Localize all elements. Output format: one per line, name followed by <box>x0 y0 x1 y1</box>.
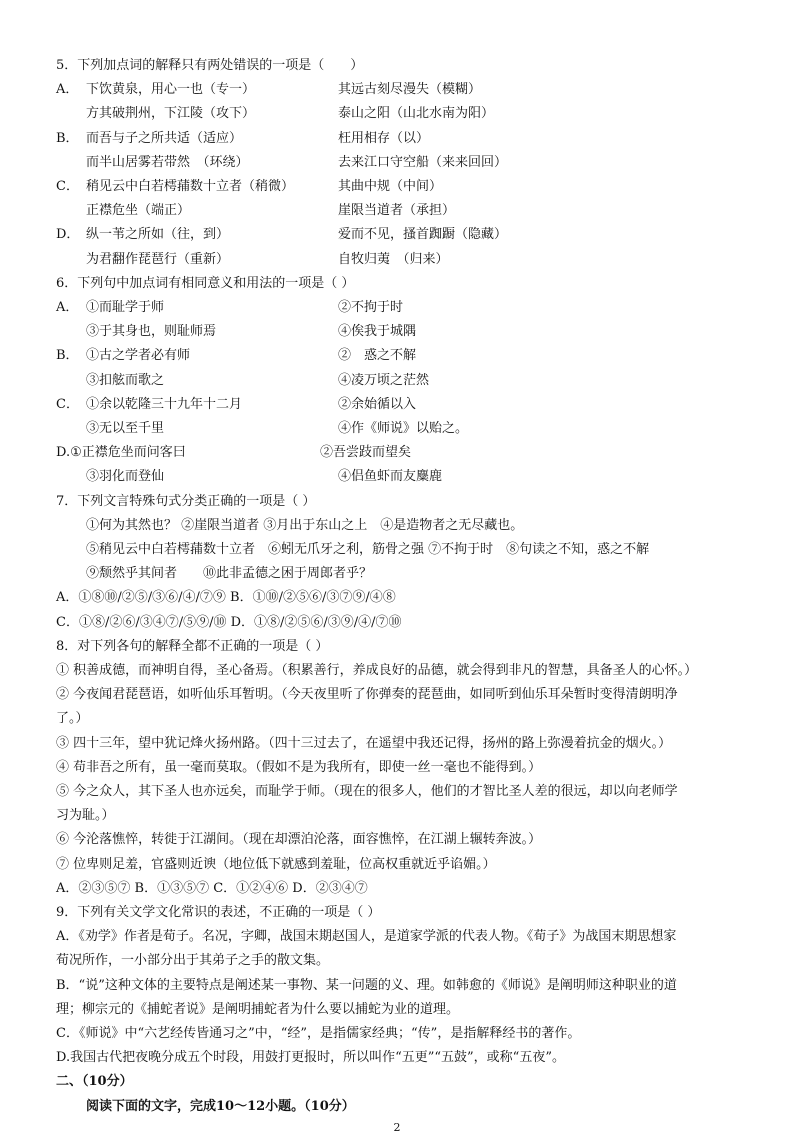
q8-stem: 8．对下列各句的解释全都不正确的一项是（ ） <box>56 638 329 654</box>
q7-items: ①何为其然也？ ②崖限当道者 ③月出于东山之上 ④是造物者之无尽藏也。 <box>86 517 524 533</box>
q9-stem: 9．下列有关文学文化常识的表述，不正确的一项是（ ） <box>56 905 381 920</box>
q5-option-letter: A． <box>56 82 79 98</box>
q8-sentence: ② 今夜闻君琵琶语，如听仙乐耳暂明。（今天夜里听了你弹奏的琵琶曲，如同听到仙乐耳朵暂时变得清朗明净 <box>56 687 678 703</box>
q6-item-left: ③扣舷而歌之 <box>86 372 165 388</box>
q6-item-right: ④凌万顷之茫然 <box>338 372 430 388</box>
q5-option-row <box>0 127 794 151</box>
q8-sentence: 习为耻。） <box>56 808 115 824</box>
q6-option-row <box>0 320 794 344</box>
q6-option-letter: B． <box>56 348 79 364</box>
q8-sentence: ③ 四十三年，望中犹记烽火扬州路。（四十三过去了，在遥望中我还记得，扬州的路上弥漫着抗金的烟火。） <box>56 735 672 751</box>
q6-option-row <box>0 417 794 441</box>
q5-item-left: 为君翻作琵琶行（重新） <box>86 251 230 267</box>
q8-line <box>0 853 794 877</box>
q6-item-right: ②不拘于时 <box>338 300 404 315</box>
q6-item-left: ③羽化而登仙 <box>86 469 165 485</box>
q5-item-left: 纵一苇之所如（往，到） <box>86 227 230 243</box>
section-instruction-line <box>0 1095 794 1119</box>
q5-item-left: 下饮黄泉，用心一也（专一） <box>86 82 256 98</box>
q7-options-line <box>0 586 794 610</box>
q8-sentence: ⑤ 今之众人，其下圣人也亦远矣，而耻学于师。（现在的很多人，他们的才智比圣人差的很远，却以向老师学 <box>56 784 678 799</box>
q9-option-text: C．《师说》中“六艺经传皆通习之”中，“经”，是指儒家经典；“传”，是指解释经书的著作。 <box>56 1026 581 1041</box>
q8-line <box>0 804 794 828</box>
q7-items: ⑤稍见云中白若樗蒱数十立者 ⑥蚓无爪牙之利，筋骨之强 ⑦不拘于时 ⑧句读之不知，惑之不解 <box>86 542 650 557</box>
q8-line <box>0 683 794 707</box>
q5-option-row <box>0 102 794 126</box>
q5-item-left: 而半山居雾若带然 （环绕） <box>86 154 249 170</box>
q5-option-letter: C． <box>56 179 79 194</box>
q6-item-left: ①古之学者必有师 <box>86 348 191 364</box>
q5-option-row <box>0 223 794 247</box>
q5-option-letter: B． <box>56 130 79 146</box>
q9-option-text: B．“说”这种文体的主要特点是阐述某一事物、某一问题的义、理。如韩愈的《师说》是阐明师这种职业的道 <box>56 977 677 993</box>
q8-options-line <box>0 877 794 901</box>
q8-line <box>0 780 794 804</box>
q8-sentence: ④ 苟非吾之所有，虽一毫而莫取。（假如不是为我所有，即使一丝一毫也不能得到。） <box>56 759 542 775</box>
q7-items: ⑨颓然乎其间者 ⑩此非孟德之困于周郎者乎？ <box>86 566 373 582</box>
q5-item-left: 方其破荆州，下江陵（攻下） <box>86 106 256 122</box>
q5-item-right: 去来江口守空船（来来回回） <box>338 154 508 170</box>
q6-option-row <box>0 369 794 393</box>
q9-option-text: D.我国古代把夜晚分成五个时段，用鼓打更报时，所以叫作“五更”“五鼓”，或称“五夜”。 <box>56 1050 565 1066</box>
q7-items-line <box>0 538 794 562</box>
q6-option-row-d <box>0 465 794 489</box>
q8-sentence: ⑦ 位卑则足羞，官盛则近谀（地位低下就感到羞耻，位高权重就近乎谄媚。） <box>56 856 496 872</box>
page-number: 2 <box>393 1120 401 1134</box>
q9-option-text: A．《劝学》作者是荀子。名况，字卿，战国末期赵国人，是道家学派的代表人物。《荀子》为战国末期思想家 <box>56 929 677 945</box>
q7-options-line <box>0 611 794 635</box>
q5-option-letter: D． <box>56 227 80 243</box>
q5-stem-line <box>0 54 794 78</box>
q6-item-left: D.①正襟危坐而问客曰 <box>56 445 186 461</box>
q8-line <box>0 828 794 852</box>
q7-options: A．①⑧⑩/②⑤/③⑥/④/⑦⑨ B．①⑩/②⑤⑥/③⑦⑨/④⑧ <box>56 590 396 606</box>
q8-stem-line <box>0 635 794 659</box>
q8-sentence: ⑥ 今沦落憔悴，转徙于江湖间。（现在却漂泊沦落，面容憔悴，在江湖上辗转奔波。） <box>56 832 542 848</box>
q5-item-right: 枉用相存（以） <box>338 130 430 146</box>
q8-sentence: 了。） <box>56 711 89 727</box>
q6-option-row-d <box>0 441 794 465</box>
section-heading-line <box>0 1070 794 1094</box>
q6-option-letter: C． <box>56 396 79 412</box>
q6-item-right: ④俟我于城隅 <box>338 324 417 340</box>
q6-item-right: ④作《师说》以贻之。 <box>338 421 469 436</box>
q5-option-row <box>0 199 794 223</box>
q5-item-left: 正襟危坐（端正） <box>86 203 191 219</box>
q5-item-right: 自牧归荑 （归来） <box>338 251 449 267</box>
q6-stem-line <box>0 272 794 296</box>
q6-item-left: ①而耻学于师 <box>86 300 165 315</box>
q7-items-line <box>0 514 794 538</box>
q7-options: C．①⑧/②⑥/③④⑦/⑤⑨/⑩ D．①⑧/②⑤⑥/③⑨/④/⑦⑩ <box>56 614 402 630</box>
q5-item-right: 崖限当道者（承担） <box>338 203 456 219</box>
q5-option-row <box>0 248 794 272</box>
q5-stem: 5．下列加点词的解释只有两处错误的一项是（ ） <box>56 58 364 73</box>
q9-line <box>0 1046 794 1070</box>
q7-stem-line <box>0 490 794 514</box>
q5-option-row <box>0 151 794 175</box>
q6-option-row <box>0 393 794 417</box>
q5-item-right: 爱而不见，搔首踟蹰（隐藏） <box>338 227 508 243</box>
q5-option-row <box>0 175 794 199</box>
q7-items-line <box>0 562 794 586</box>
q5-option-row <box>0 78 794 102</box>
q8-line <box>0 756 794 780</box>
q6-option-row <box>0 296 794 320</box>
q5-item-right: 其曲中规（中间） <box>338 179 443 194</box>
q9-line <box>0 998 794 1022</box>
q5-item-right: 其远古刻尽漫失（模糊） <box>338 82 482 98</box>
q8-line <box>0 659 794 683</box>
q5-item-left: 稍见云中白若樗蒱数十立者（稍微） <box>86 179 295 194</box>
q5-item-right: 泰山之阳（山北水南为阳） <box>338 106 495 122</box>
q6-stem: 6．下列句中加点词有相同意义和用法的一项是（ ） <box>56 275 355 291</box>
q6-item-right: ④侣鱼虾而友麋鹿 <box>338 469 443 485</box>
q9-line <box>0 974 794 998</box>
q9-line <box>0 1022 794 1046</box>
q8-line <box>0 707 794 731</box>
q6-option-row <box>0 344 794 368</box>
q6-item-left: ①余以乾隆三十九年十二月 <box>86 396 243 412</box>
q6-item-right: ②吾尝跂而望矣 <box>320 445 412 461</box>
q6-item-left: ③无以至千里 <box>86 421 165 436</box>
section-instruction: 阅读下面的文字，完成10～12小题。（10分） <box>86 1098 355 1114</box>
q9-option-text: 荀况所作，一小部分出于其弟子之手的散文集。 <box>56 953 330 969</box>
q7-stem: 7．下列文言特殊句式分类正确的一项是（ ） <box>56 493 316 509</box>
q6-option-letter: A． <box>56 300 79 315</box>
q6-item-left: ③于其身也，则耻师焉 <box>86 324 217 340</box>
section-heading: 二、（10分） <box>56 1074 133 1090</box>
q9-line <box>0 925 794 949</box>
q8-sentence: ① 积善成德，而神明自得，圣心备焉。（积累善行，养成良好的品德，就会得到非凡的智慧，具备圣人的心怀。） <box>56 663 698 678</box>
q9-stem-line <box>0 901 794 925</box>
q6-item-right: ② 惑之不解 <box>338 348 417 364</box>
q6-item-right: ②余始循以入 <box>338 396 417 412</box>
q5-item-left: 而吾与子之所共适（适应） <box>86 130 243 146</box>
q9-option-text: 理；柳宗元的《捕蛇者说》是阐明捕蛇者为什么要以捕蛇为业的道理。 <box>56 1001 460 1017</box>
q8-options: A．②③⑤⑦ B．①③⑤⑦ C．①②④⑥ D．②③④⑦ <box>56 880 368 896</box>
q9-line <box>0 949 794 973</box>
q8-line <box>0 732 794 756</box>
